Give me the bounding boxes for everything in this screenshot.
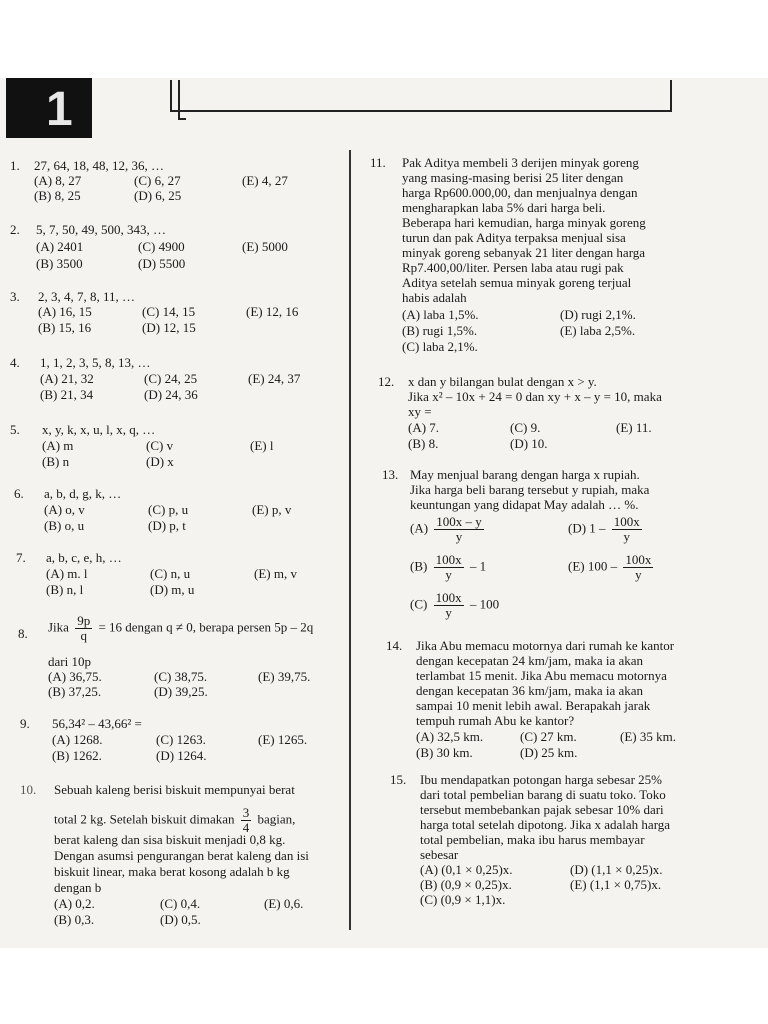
question-line: Dengan asumsi pengurangan berat kaleng dan isi <box>54 848 309 863</box>
question-line: dengan kecepatan 24 km/jam, maka ia akan <box>416 653 644 668</box>
fraction-numerator: 9p <box>77 613 91 628</box>
option-d: (D) (1,1 × 0,25)x. <box>570 862 663 877</box>
line-part: bagian, <box>257 811 296 827</box>
question-line: turun dan pak Aditya terpaksa menjual sisa <box>402 230 626 245</box>
question-number: 7. <box>16 550 26 565</box>
question-number: 13. <box>382 467 399 482</box>
chapter-corner-block <box>6 78 92 138</box>
fraction-denominator: y <box>635 567 642 582</box>
fraction-numerator: 100x <box>435 590 462 605</box>
option-a: (A) 32,5 km. <box>416 729 484 744</box>
question-line: Jika Abu memacu motornya dari rumah ke kantor <box>416 638 675 653</box>
option-b: (B) 3500 <box>36 256 83 271</box>
question-stem-line2: dari 10p <box>48 654 91 669</box>
question-stem: 56,34² – 43,66² = <box>52 716 142 731</box>
option-e: (E) (1,1 × 0,75)x. <box>570 877 662 892</box>
question-line: May menjual barang dengan harga x rupiah. <box>410 467 640 482</box>
question-line: keuntungan yang didapat May adalah … %. <box>410 497 639 512</box>
line-part: total 2 kg. Setelah biskuit dimakan <box>54 811 235 827</box>
question-number: 2. <box>10 222 20 237</box>
option-a: (A) laba 1,5%. <box>402 307 479 322</box>
question-number: 4. <box>10 355 20 370</box>
option-a: (A) 16, 15 <box>38 304 92 319</box>
option-suffix: – 100 <box>469 596 500 612</box>
option-b: (B) 30 km. <box>416 745 473 760</box>
question-line: terlambat 15 menit. Jika Abu memacu motornya <box>416 668 667 683</box>
question-stem: a, b, d, g, k, … <box>44 486 122 501</box>
option-c: (C) 38,75. <box>154 669 208 684</box>
question-line: Ibu mendapatkan potongan harga sebesar 25% <box>420 772 662 787</box>
option-suffix: – 1 <box>469 558 487 574</box>
option-c: (C) 6, 27 <box>134 173 181 188</box>
fraction <box>241 806 252 835</box>
fraction-denominator: y <box>445 605 452 620</box>
option-e: (E) m, v <box>254 566 297 581</box>
question-line: dari total pembelian barang di suatu toko. Toko <box>420 787 666 802</box>
option-c: (C) laba 2,1%. <box>402 339 478 354</box>
stem-prefix: Jika <box>48 619 69 635</box>
fraction <box>75 614 92 643</box>
option-b: (B) n, l <box>46 582 84 597</box>
option-e: (E) 35 km. <box>620 729 676 744</box>
fraction-denominator: 4 <box>242 820 250 835</box>
option-d: (D) p, t <box>148 518 186 533</box>
option-d: (D) 12, 15 <box>142 320 196 335</box>
question-number: 6. <box>14 486 24 501</box>
option-e: (E) p, v <box>252 502 292 517</box>
option-e: (E) 24, 37 <box>248 371 301 386</box>
option-b: (B) o, u <box>44 518 85 533</box>
question-line: Jika harga beli barang tersebut y rupiah, maka <box>410 482 650 497</box>
question-line: tempuh rumah Abu ke kantor? <box>416 713 575 728</box>
option-e: (E) 4, 27 <box>242 173 288 188</box>
question-number: 8. <box>18 626 28 641</box>
question-line: x dan y bilangan bulat dengan x > y. <box>408 374 597 389</box>
option-c: (C) 9. <box>510 420 541 435</box>
option-b <box>410 553 486 582</box>
fraction-denominator: y <box>445 567 452 582</box>
question-stem: a, b, c, e, h, … <box>46 550 122 565</box>
question-line <box>54 806 295 835</box>
question-number: 9. <box>20 716 30 731</box>
option-a: (A) m <box>42 438 74 453</box>
question-stem: 2, 3, 4, 7, 8, 11, … <box>38 289 136 304</box>
option-d: (D) 10. <box>510 436 548 451</box>
option-d: (D) m, u <box>150 582 195 597</box>
option-a: (A) 21, 32 <box>40 371 94 386</box>
chapter-number: 1 <box>46 83 73 136</box>
option-d: (D) 5500 <box>138 256 186 271</box>
question-line: berat kaleng dan sisa biskuit menjadi 0,8 kg. <box>54 832 286 847</box>
option-e: (E) 5000 <box>242 239 288 254</box>
option-d: (D) rugi 2,1%. <box>560 307 636 322</box>
question-line: Aditya setelah semua minyak goreng terjual <box>402 275 632 290</box>
option-a: (A) 1268. <box>52 732 103 747</box>
fraction-denominator: y <box>455 529 463 544</box>
question-line: xy = <box>408 404 432 419</box>
fraction-numerator: 100x – y <box>436 514 482 529</box>
fraction <box>623 553 653 582</box>
question-number: 15. <box>390 772 407 787</box>
question-line: Pak Aditya membeli 3 derijen minyak goreng <box>402 155 639 170</box>
option-a: (A) 2401 <box>36 239 84 254</box>
question-number: 3. <box>10 289 20 304</box>
option-a: (A) o, v <box>44 502 85 517</box>
option-c: (C) v <box>146 438 174 453</box>
option-c: (C) 0,4. <box>160 896 201 911</box>
option-d: (D) 24, 36 <box>144 387 198 402</box>
option-d: (D) 0,5. <box>160 912 201 927</box>
option-c: (C) n, u <box>150 566 191 581</box>
option-e: (E) 39,75. <box>258 669 311 684</box>
option-label: (E) <box>568 558 585 574</box>
question-line: Beberapa hari kemudian, harga minyak goreng <box>402 215 646 230</box>
header-frame <box>170 80 672 112</box>
option-d: (D) 6, 25 <box>134 188 182 203</box>
question-line: tersebut membebankan pajak sebesar 10% dari <box>420 802 664 817</box>
question-number: 5. <box>10 422 20 437</box>
option-a: (A) 7. <box>408 420 440 435</box>
question-line: biskuit linear, maka berat kosong adalah b kg <box>54 864 290 879</box>
option-e: (E) laba 2,5%. <box>560 323 636 338</box>
fraction-numerator: 100x <box>435 552 462 567</box>
option-e: (E) 11. <box>616 420 652 435</box>
option-b: (B) 37,25. <box>48 684 102 699</box>
question-line: sampai 10 menit lebih awal. Berapakah jarak <box>416 698 651 713</box>
question-stem: x, y, k, x, u, l, x, q, … <box>42 422 156 437</box>
question-line: total pembelian, maka ibu harus membayar <box>420 832 645 847</box>
option-b: (B) n <box>42 454 70 469</box>
question-line: mengharapkan laba 5% dari harga beli. <box>402 200 606 215</box>
option-c: (C) 4900 <box>138 239 185 254</box>
option-a: (A) 0,2. <box>54 896 95 911</box>
option-b: (B) rugi 1,5%. <box>402 323 478 338</box>
question-line: dengan b <box>54 880 102 895</box>
question-line: harga Rp600.000,00, dan menjualnya dengan <box>402 185 638 200</box>
question-number: 10. <box>20 782 37 797</box>
option-b: (B) 8, 25 <box>34 188 81 203</box>
question-number: 11. <box>370 155 386 170</box>
option-c <box>410 591 499 620</box>
question-number: 1. <box>10 158 20 173</box>
question-line: yang masing-masing berisi 25 liter dengan <box>402 170 624 185</box>
fraction-denominator: q <box>80 628 87 643</box>
question-line: minyak goreng sebanyak 21 liter dengan harga <box>402 245 646 260</box>
option-a <box>410 515 487 544</box>
option-e: (E) 12, 16 <box>246 304 299 319</box>
question-line: harga total setelah dipotong. Jika x adalah harga <box>420 817 671 832</box>
fraction <box>434 591 464 620</box>
question-line: Rp7.400,00/liter. Persen laba atau rugi pak <box>402 260 624 275</box>
fraction-numerator: 3 <box>242 805 250 820</box>
option-d: (D) 39,25. <box>154 684 208 699</box>
option-prefix: 100 – <box>587 558 618 574</box>
option-a: (A) (0,1 × 0,25)x. <box>420 862 513 877</box>
question-stem: 1, 1, 2, 3, 5, 8, 13, … <box>40 355 151 370</box>
fraction <box>434 553 464 582</box>
option-c: (C) 14, 15 <box>142 304 196 319</box>
fraction-numerator: 100x <box>613 514 640 529</box>
option-e: (E) l <box>250 438 274 453</box>
option-b: (B) 21, 34 <box>40 387 94 402</box>
fraction-denominator: y <box>623 529 631 544</box>
question-stem <box>48 614 313 643</box>
option-label: (B) <box>410 558 428 574</box>
option-e: (E) 1265. <box>258 732 308 747</box>
option-b: (B) (0,9 × 0,25)x. <box>420 877 512 892</box>
question-line: habis adalah <box>402 290 467 305</box>
option-a: (A) m. l <box>46 566 88 581</box>
fraction-numerator: 100x <box>625 552 652 567</box>
option-d: (D) x <box>146 454 174 469</box>
stem-suffix: = 16 dengan q ≠ 0, berapa persen 5p – 2q <box>98 619 314 635</box>
option-label: (A) <box>410 520 429 536</box>
option-c: (C) p, u <box>148 502 189 517</box>
option-label: (D) <box>568 520 587 536</box>
option-c: (C) 24, 25 <box>144 371 198 386</box>
column-divider <box>349 150 351 930</box>
option-c: (C) 27 km. <box>520 729 577 744</box>
option-d: (D) 1264. <box>156 748 207 763</box>
question-number: 14. <box>386 638 403 653</box>
question-line: Jika x² – 10x + 24 = 0 dan xy + x – y = 10, maka <box>408 389 662 404</box>
option-b: (B) 8. <box>408 436 439 451</box>
option-prefix: 1 – <box>589 520 606 536</box>
option-a: (A) 8, 27 <box>34 173 82 188</box>
question-stem: 27, 64, 18, 48, 12, 36, … <box>34 158 164 173</box>
fraction <box>434 515 484 544</box>
option-e: (E) 0,6. <box>264 896 304 911</box>
option-c: (C) (0,9 × 1,1)x. <box>420 892 506 907</box>
fraction <box>612 515 642 544</box>
question-line: Sebuah kaleng berisi biskuit mempunyai berat <box>54 782 295 797</box>
option-c: (C) 1263. <box>156 732 206 747</box>
question-stem: 5, 7, 50, 49, 500, 343, … <box>36 222 166 237</box>
question-number: 12. <box>378 374 395 389</box>
header-frame-inner <box>178 80 186 120</box>
option-label: (C) <box>410 596 428 612</box>
option-b: (B) 1262. <box>52 748 102 763</box>
question-line: dengan kecepatan 36 km/jam, maka ia akan <box>416 683 644 698</box>
option-e <box>568 553 656 582</box>
option-b: (B) 15, 16 <box>38 320 92 335</box>
question-line: sebesar <box>420 847 459 862</box>
option-b: (B) 0,3. <box>54 912 95 927</box>
option-a: (A) 36,75. <box>48 669 102 684</box>
option-d <box>568 515 645 544</box>
option-d: (D) 25 km. <box>520 745 578 760</box>
